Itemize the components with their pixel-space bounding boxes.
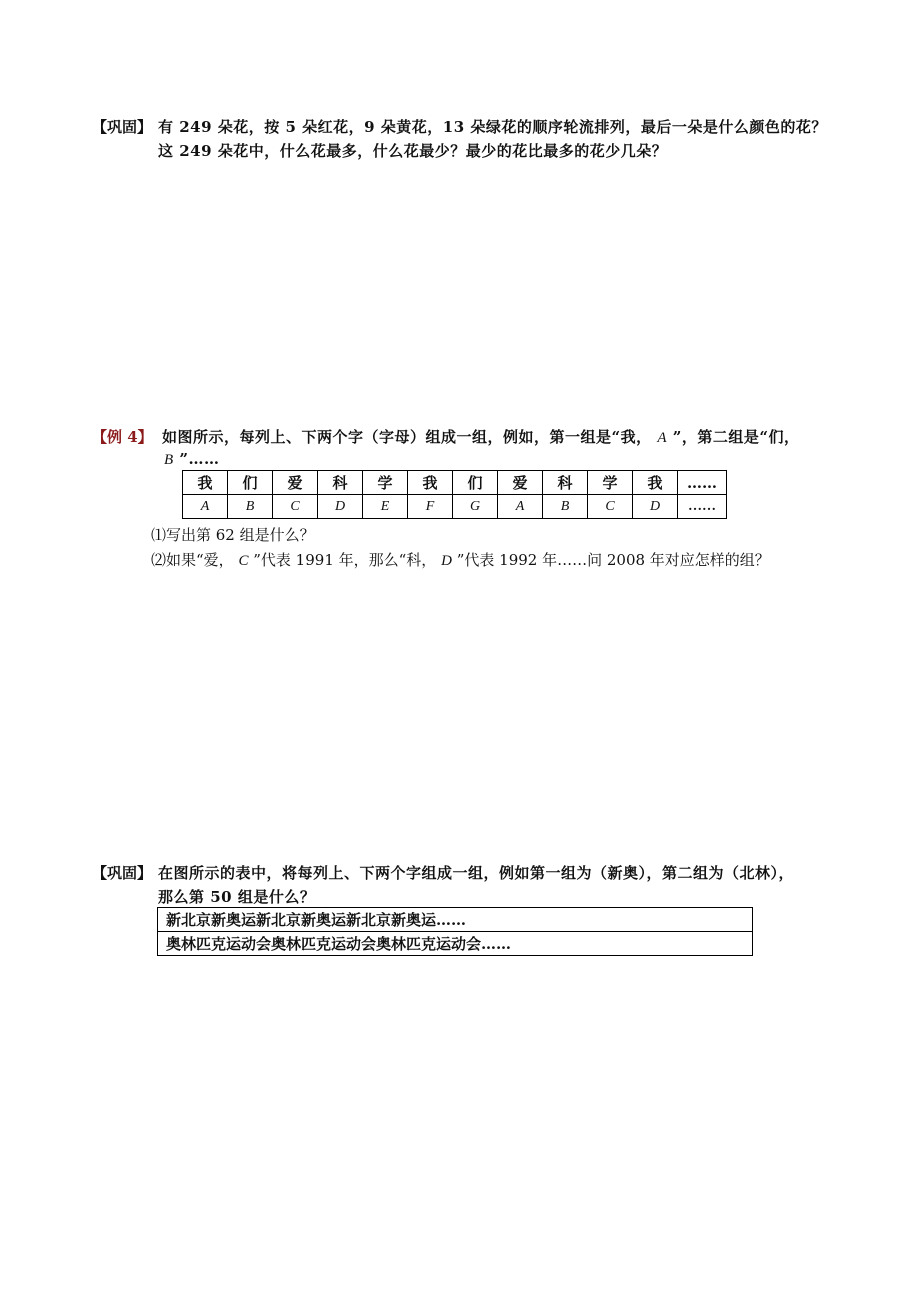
question-2-text-b: ”代表 1991 年，那么“科， [253,551,437,569]
table-cell: G [453,495,498,519]
table-cell: 学 [363,471,408,495]
table-cell: C [273,495,318,519]
example-4-var-a: A [657,430,668,446]
question-2-var-c: C [238,553,249,569]
table-cell-row-1: 新北京新奥运新北京新奥运新北京新奥运…… [158,908,753,932]
example-4-question-1: ⑴写出第 62 组是什么？ [151,526,315,544]
consolidation-tag-2: 【巩固】 [92,864,153,882]
question-2-text-a: ⑵如果“爱， [151,551,234,569]
table-cell: 我 [633,471,678,495]
example-4-line-2 [164,450,220,469]
table-cell: 爱 [273,471,318,495]
letter-pair-table [182,470,727,519]
example-4-line-1-text-a: 如图所示，每列上、下两个字（字母）组成一组，例如，第一组是“我， [162,428,652,446]
example-4-line-1-text-b: ”，第二组是“们， [672,428,800,446]
question-2-text-c: ”代表 1992 年……问 2008 年对应怎样的组？ [456,551,770,569]
consolidation-tag-1: 【巩固】 [92,118,153,136]
section-3-line-1: 在图所示的表中，将每列上、下两个字组成一组，例如第一组为（新奥），第二组为（北林）， [158,864,795,882]
table-cell: 科 [318,471,363,495]
table-cell: E [363,495,408,519]
table-row-top [183,471,727,495]
table-row [158,932,753,956]
table-cell: 我 [183,471,228,495]
example-4-var-b: B [164,452,174,468]
table-cell: 们 [453,471,498,495]
example-4-tag: 【例 4】 [92,428,153,446]
table-cell: 我 [408,471,453,495]
table-cell: B [228,495,273,519]
table-cell: 爱 [498,471,543,495]
example-4-question-2 [151,549,770,570]
table-row [158,908,753,932]
question-line-1: 有 249 朵花，按 5 朵红花，9 朵黄花，13 朵绿花的顺序轮流排列，最后一朵是什么颜色的花？ [158,118,827,136]
table-cell: …… [678,471,727,495]
section-3-line-2: 那么第 50 组是什么？ [158,888,316,906]
table-cell: 科 [543,471,588,495]
table-cell: B [543,495,588,519]
table-cell: D [633,495,678,519]
olympic-text-table [157,907,753,956]
question-2-var-d: D [441,553,452,569]
table-cell: A [183,495,228,519]
table-cell: A [498,495,543,519]
example-4-line-1 [162,426,800,447]
example-4-line-2-text: ”…… [179,450,220,468]
table-cell: 学 [588,471,633,495]
table-cell-row-2: 奥林匹克运动会奥林匹克运动会奥林匹克运动会…… [158,932,753,956]
table-row-bottom [183,495,727,519]
question-line-2: 这 249 朵花中，什么花最多，什么花最少？最少的花比最多的花少几朵？ [158,142,668,160]
table-cell: 们 [228,471,273,495]
table-cell: …… [678,495,727,519]
table-cell: D [318,495,363,519]
table-cell: F [408,495,453,519]
table-cell: C [588,495,633,519]
